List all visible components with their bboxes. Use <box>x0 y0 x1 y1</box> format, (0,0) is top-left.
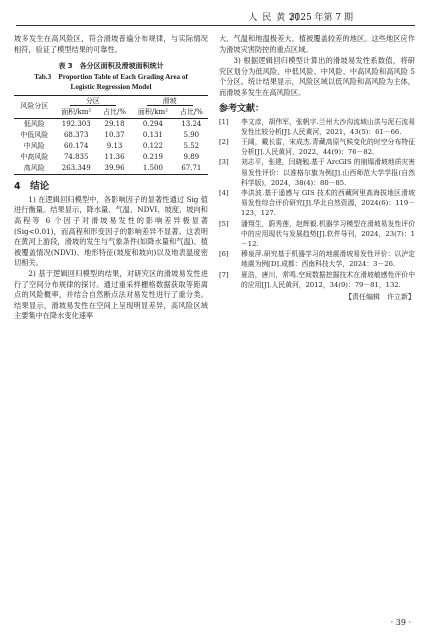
zone-area-table <box>14 95 208 175</box>
left-intro-paragraph: 坡多发生在高风险区，符合滑坡普遍分布规律，与实际情况相符，验证了模型结果的可靠性。 <box>14 34 208 54</box>
table-header-zone: 风险分区 <box>14 95 54 118</box>
table-row: 高风险 263.349 39.96 1.500 67.71 <box>14 163 208 175</box>
table-header-area2: 面积/km² <box>131 107 174 119</box>
conclusion-paragraph-1: 1) 在逻辑回归模型中，各影响因子的显著性通过 Sig 值进行衡量。结果显示，降水量、气温、NDVI、坡度、坡向和高程等 6 个因子对滑坡易发性的影响差异极显著(Sig<0.01)，而高程和形变因子的影响差异不显著。这表明在黄河上游段，滑坡的发生与气象条件(如降水量和气温)、植被覆盖情况(NDVI)、地形特征(坡度和坡向)以及地表温度密切相关。 <box>14 194 208 268</box>
table-title-en-line1: Tab.3 Proportion Table of Each Grading Area of <box>34 72 188 81</box>
page-number: · 39 · <box>390 618 411 627</box>
reference-item: [3] 刘志平，张建，闫晓勉.基于 ArcGIS 的崩塌滑坡地质灾害易发性评价：以准格尔旗为例[J].山西师范大学学报(自然科学版)，2024，38(4)：80－85. <box>219 158 415 187</box>
right-intro-paragraph: 大、气温和地温极差大、植被覆盖较差的地区。这些地区应作为滑坡灾害防控的重点区域。 <box>219 34 415 54</box>
table-header-pct2: 占比/% <box>175 107 208 119</box>
reference-item: [6] 穆泉萍.研究基于机器学习的地震滑坡易发性评价：以泸定地震为例[D].成都：西南科技大学，2024：3－26. <box>219 250 415 269</box>
reference-item: [7] 夏浩，唐川，常鸣.空间数据挖掘技术在滑坡敏感性评价中的应用[J].人民黄河，2012，34(9)：79－81，132. <box>219 270 415 289</box>
left-column <box>14 34 208 322</box>
table-title-en-line2: Logistic Regression Model <box>70 82 152 91</box>
responsible-editor: 【责任编辑 许立新】 <box>345 293 415 302</box>
section-heading-conclusion: 4 结论 <box>14 180 50 192</box>
conclusion-paragraph-3: 3) 根据逻辑回归模型计算出的滑坡易发性系数值，将研究区划分为低风险、中低风险、中风险、中高风险和高风险 5 个分区。统计结果显示，风险区域以低风险和高风险为主体，而滑坡多发生在高风险区。 <box>219 56 415 97</box>
reference-item: [2] 王阔，戴长雷，宋成杰.青藏高原气候变化的时空分布特征分析[J].人民黄河，2022，44(9)：76－82. <box>219 137 415 157</box>
page-header <box>0 10 427 24</box>
table-row: 低风险 192.303 29.18 0.294 13.24 <box>23 119 202 128</box>
table-header-group-zone: 分区 <box>54 95 131 107</box>
table-title-cn: 表 3 各分区面积及滑坡面积统计 <box>58 62 164 71</box>
reference-item: [4] 李洪波.基于遥感与 GIS 技术的西藏阿里高海拔地区滑坡易发性综合评价研究[J].华北自然资源，2024(6)：119－123，127. <box>219 188 415 218</box>
table-row: 中风险 60.174 9.13 0.122 5.52 <box>23 141 200 150</box>
references-heading: 参考文献： <box>219 103 265 114</box>
table-header-pct: 占比/% <box>98 107 131 119</box>
table-row: 中高风险 74.835 11.36 0.219 9.89 <box>20 152 200 161</box>
issue-label: 2025 年第 7 期 <box>288 13 353 23</box>
right-column <box>219 34 415 303</box>
table-header-group-slide: 滑坡 <box>131 95 208 107</box>
table-row: 中低风险 68.373 10.37 0.131 5.90 <box>20 130 200 139</box>
header-rule <box>16 25 415 26</box>
journal-name: 人 民 黄 河 <box>248 13 300 23</box>
conclusion-paragraph-2: 2) 基于逻辑回归模型的结果，对研究区的滑坡易发性进行了空间分布规律的探讨。通过重采样栅格数据获取等距离点的风险概率，并结合自然断点法对易发性进行了重分类。结果显示，滑坡易发性在空间上呈现明显差异，高风险区域主要集中在降水变化速率 <box>14 268 208 321</box>
reference-item: [5] 潘翔生，蔚秀莲，赵辉毅.机器学习模型在滑坡易发性评价中的应用现状与发展趋势[J].软件导刊，2024，23(7)：1－12. <box>219 219 415 248</box>
table-header-area: 面积/km² <box>54 107 97 119</box>
reference-item: [1] 李文彦，胡伟军，张帆宇.兰州大沙沟流域山洪与泥石流易发性比较分析[J].人民黄河，2021，43(5)：61－66. <box>219 117 415 136</box>
